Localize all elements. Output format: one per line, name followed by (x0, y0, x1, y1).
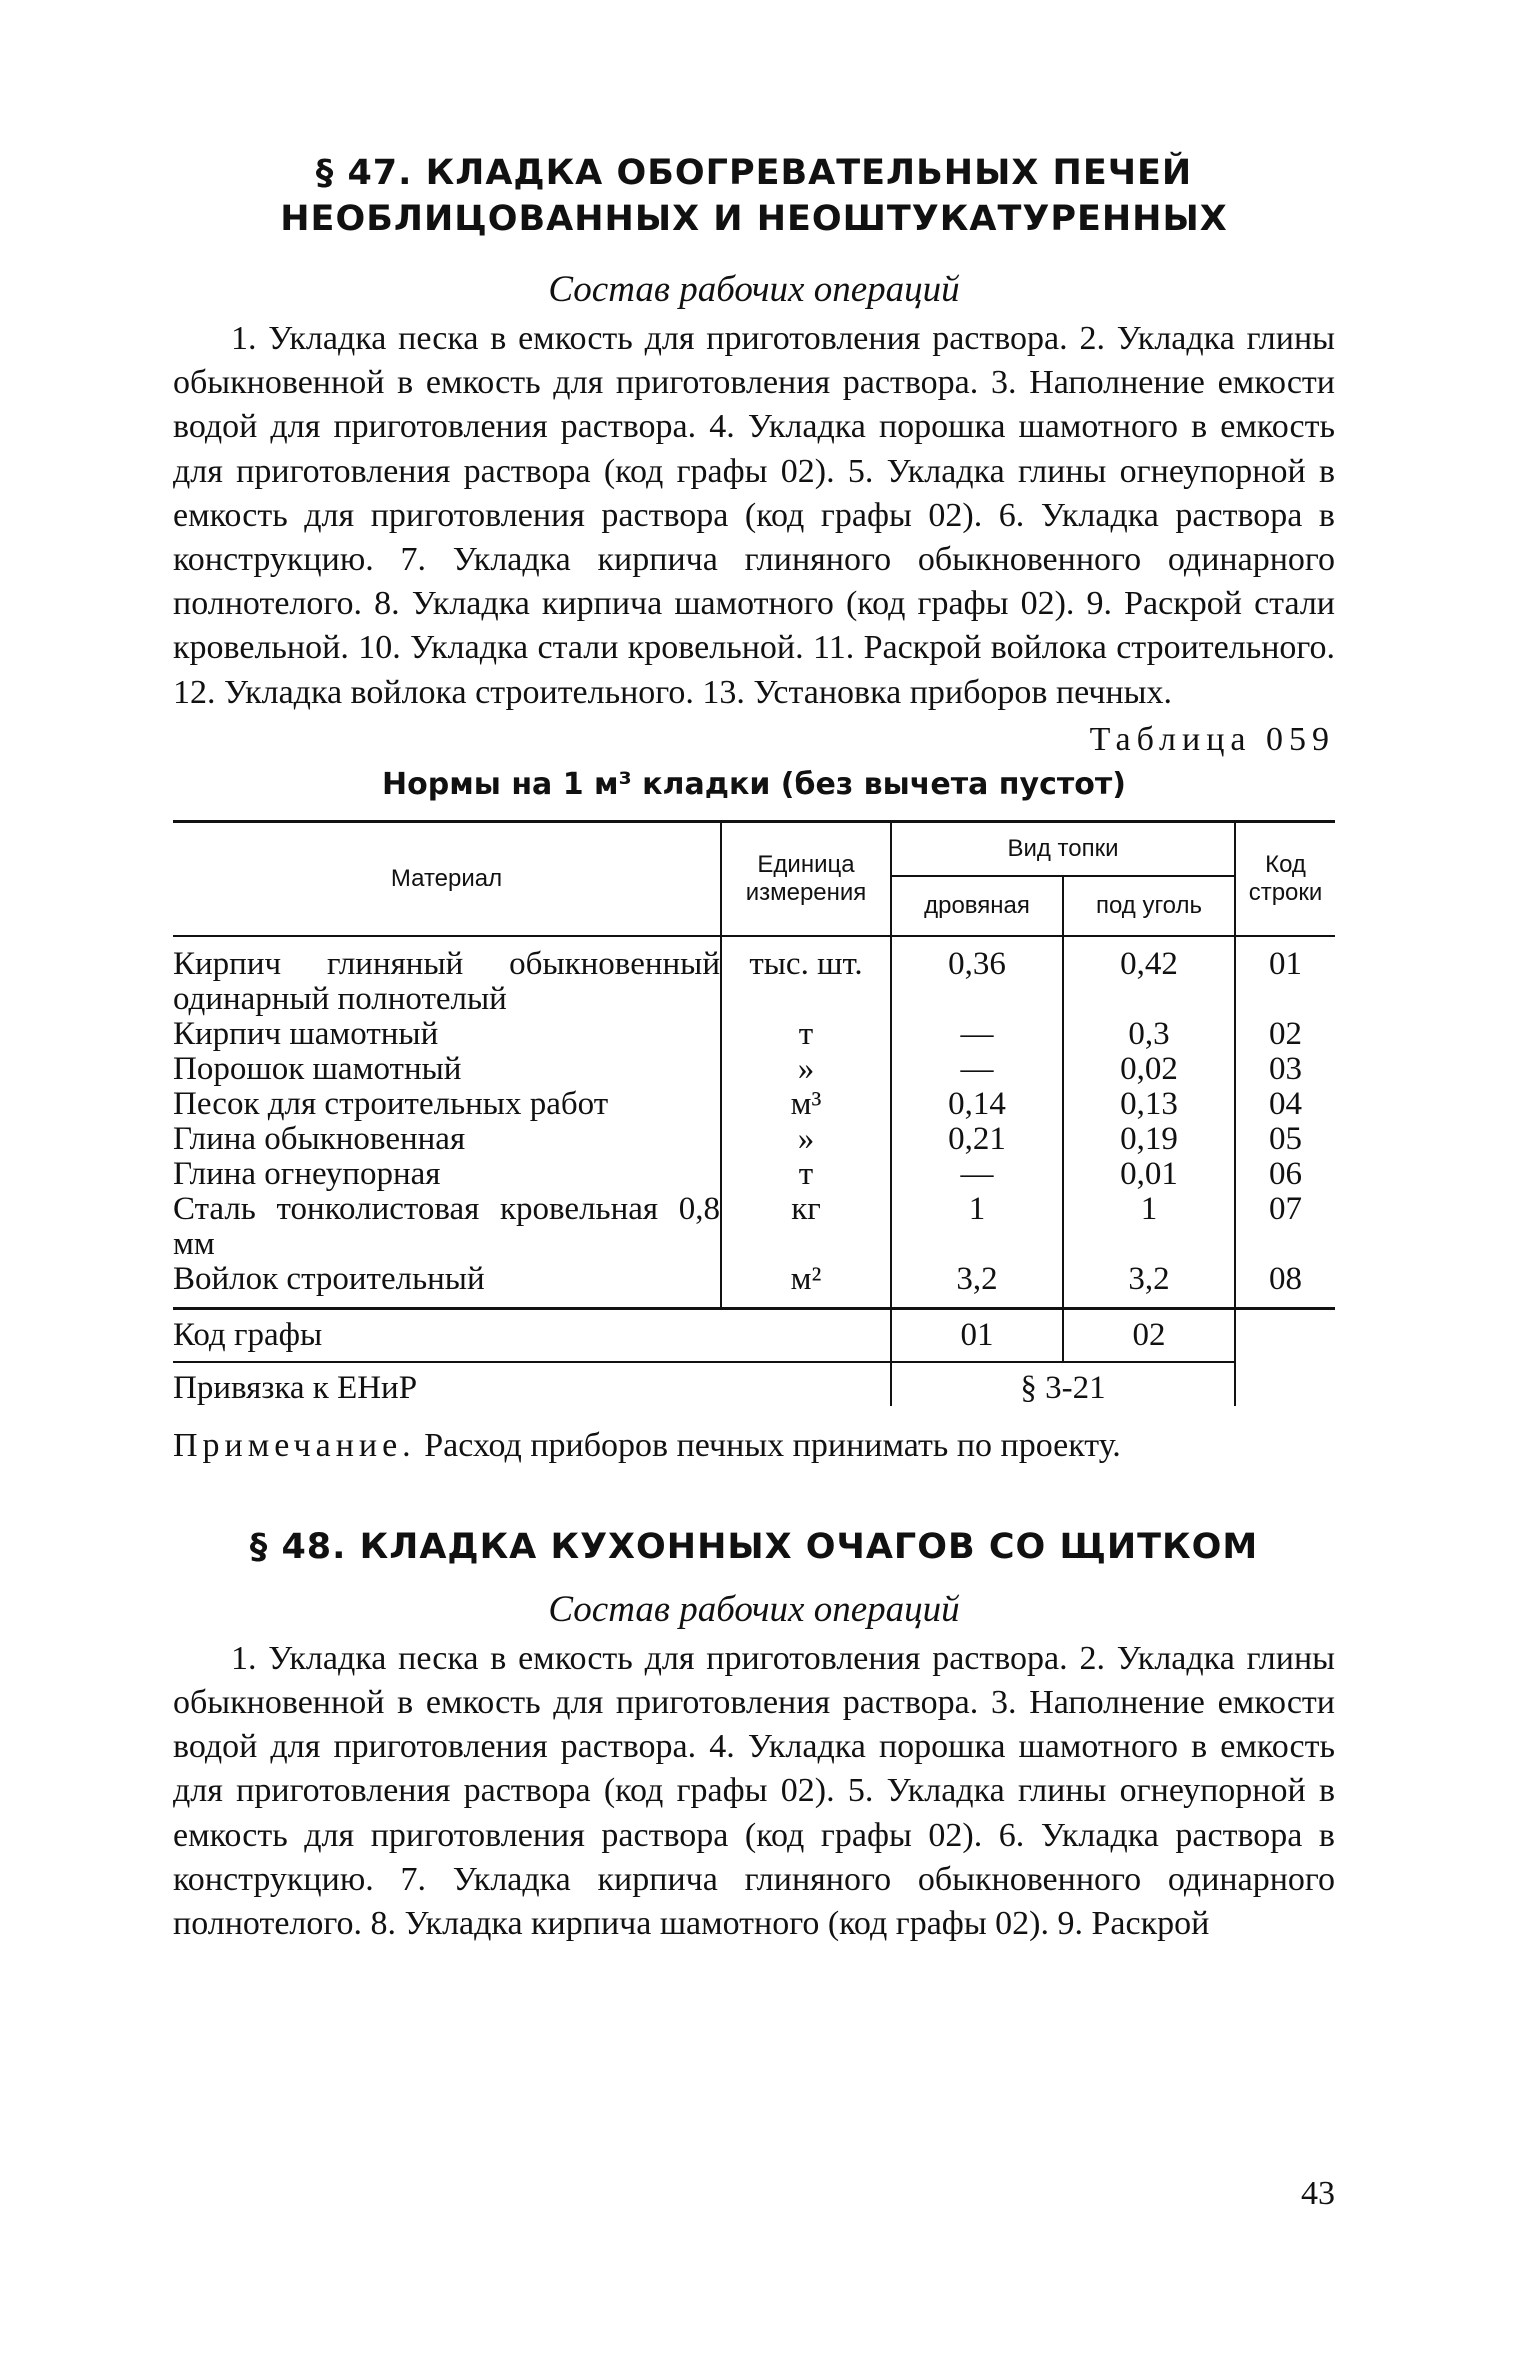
cell-coal: 0,3 (1063, 1017, 1235, 1052)
section-48-title: § 48. КЛАДКА КУХОННЫХ ОЧАГОВ СО ЩИТКОМ (249, 1526, 1259, 1567)
cell-code: 02 (1235, 1017, 1335, 1052)
cell-material: Глина огнеупорная (173, 1155, 441, 1192)
header-row-code: Код строки (1235, 821, 1335, 936)
cell-wood: — (891, 1052, 1063, 1087)
cell-wood: 0,14 (891, 1087, 1063, 1122)
cell-material: Кирпич шамотный (173, 1015, 439, 1052)
cell-wood: 0,36 (891, 936, 1063, 1017)
page (173, 150, 1335, 1946)
header-unit: Единица измерения (721, 821, 891, 936)
page-number: 43 (1301, 2175, 1335, 2212)
cell-unit: кг (721, 1192, 891, 1262)
table-note (173, 1424, 1335, 1468)
cell-material: Войлок строительный (173, 1260, 485, 1297)
table-row (173, 1087, 1335, 1122)
section-48-operations: 1. Укладка песка в емкость для приготовления раствора. 2. Укладка глины обыкновенной в емкость для приготовления раствора. 3. Наполнение емкости водой для приготовления раствора. 4. Укладка порошка шамотного в емкость для приготовления раствора (код графы 02). 5. Укладка глины огнеупорной в емкость для приготовления раствора (код графы 02). 6. Укладка раствора в конструкцию. 7. Укладка кирпича глиняного обыкновенного одинарного полнотелого. 8. Укладка кирпича шамотного (код графы 02). 9. Раскрой (173, 1639, 1335, 1943)
cell-material: Глина обыкновенная (173, 1120, 466, 1157)
cell-code: 07 (1235, 1192, 1335, 1262)
cell-code: 03 (1235, 1052, 1335, 1087)
cell-unit: » (721, 1122, 891, 1157)
cell-material: Песок для строительных работ (173, 1085, 609, 1122)
cell-coal: 0,01 (1063, 1157, 1235, 1192)
section-47-title-line2: НЕОБЛИЦОВАННЫХ И НЕОШТУКАТУРЕННЫХ (280, 199, 1228, 239)
note-label: Примечание. (173, 1426, 416, 1464)
cell-code: 08 (1235, 1262, 1335, 1309)
cell-material: Сталь тонколистовая кровельная 0,8 мм (173, 1190, 720, 1262)
cell-code: 06 (1235, 1157, 1335, 1192)
cell-coal: 3,2 (1063, 1262, 1235, 1309)
cell-unit: » (721, 1052, 891, 1087)
header-material: Материал (173, 821, 721, 936)
cell-code: 05 (1235, 1122, 1335, 1157)
cell-code: 04 (1235, 1087, 1335, 1122)
cell-coal: 0,42 (1063, 936, 1235, 1017)
note-text: Расход приборов печных принимать по проекту. (415, 1426, 1121, 1464)
table-row (173, 1052, 1335, 1087)
section-47-operations: 1. Укладка песка в емкость для приготовления раствора. 2. Укладка глины обыкновенной в емкость для приготовления раствора. 3. Наполнение емкости водой для приготовления раствора. 4. Укладка порошка шамотного в емкость для приготовления раствора (код графы 02). 5. Укладка глины огнеупорной в емкость для приготовления раствора (код графы 02). 6. Укладка раствора в конструкцию. 7. Укладка кирпича глиняного обыкновенного одинарного полнотелого. 8. Укладка кирпича шамотного (код графы 02). 9. Раскрой стали кровельной. 10. Укладка стали кровельной. 11. Раскрой войлока строительного. 12. Укладка войлока строительного. 13. Установка приборов печных. (173, 320, 1335, 711)
table-body (173, 936, 1335, 1406)
cell-unit: м³ (721, 1087, 891, 1122)
enir-value: § 3-21 (891, 1362, 1235, 1406)
cell-wood: 1 (891, 1192, 1063, 1262)
table-row (173, 936, 1335, 1017)
table-title: Нормы на 1 м³ кладки (без вычета пустот) (382, 766, 1126, 802)
column-code-wood: 01 (891, 1308, 1063, 1362)
header-furnace-type: Вид топки (891, 821, 1235, 876)
cell-coal: 0,02 (1063, 1052, 1235, 1087)
table-row (173, 1122, 1335, 1157)
cell-unit: м² (721, 1262, 891, 1309)
cell-code: 01 (1235, 936, 1335, 1017)
table-row (173, 1157, 1335, 1192)
cell-unit: т (721, 1157, 891, 1192)
cell-coal: 0,13 (1063, 1087, 1235, 1122)
cell-wood: 0,21 (891, 1122, 1063, 1157)
cell-wood: 3,2 (891, 1262, 1063, 1309)
cell-material: Кирпич глиняный обыкновенный одинарный полнотелый (173, 945, 720, 1017)
table-row (173, 1017, 1335, 1052)
table-label: Таблица 059 (1089, 720, 1335, 758)
column-code-label: Код графы (173, 1316, 323, 1353)
cell-coal: 1 (1063, 1192, 1235, 1262)
section-47-title (173, 150, 1335, 242)
header-coal: под уголь (1063, 876, 1235, 936)
section-47-title-line1: § 47. КЛАДКА ОБОГРЕВАТЕЛЬНЫХ ПЕЧЕЙ (315, 153, 1193, 193)
header-wood: дровяная (891, 876, 1063, 936)
cell-unit: тыс. шт. (721, 936, 891, 1017)
cell-wood: — (891, 1157, 1063, 1192)
cell-unit: т (721, 1017, 891, 1052)
cell-coal: 0,19 (1063, 1122, 1235, 1157)
cell-material: Порошок шамотный (173, 1050, 462, 1087)
enir-label: Привязка к ЕНиР (173, 1362, 721, 1406)
section-47-subtitle: Состав рабочих операций (548, 269, 960, 310)
table-row (173, 1262, 1335, 1309)
column-code-coal: 02 (1063, 1308, 1235, 1362)
column-code-row (173, 1308, 1335, 1362)
table-row (173, 1192, 1335, 1262)
section-48-subtitle: Состав рабочих операций (548, 1588, 960, 1630)
cell-wood: — (891, 1017, 1063, 1052)
norms-table (173, 820, 1335, 1406)
enir-row (173, 1362, 1335, 1406)
